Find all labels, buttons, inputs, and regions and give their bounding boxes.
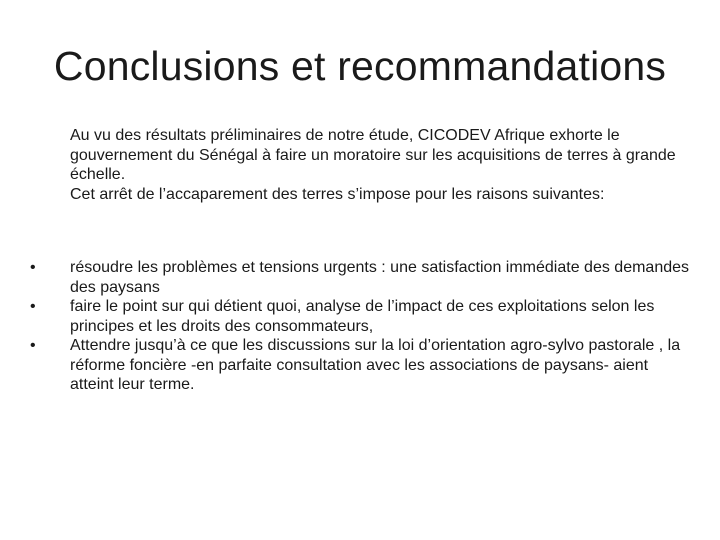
list-item-text: résoudre les problèmes et tensions urgents : une satisfaction immédiate des demandes des paysans bbox=[70, 259, 690, 296]
bullet-icon: • bbox=[30, 298, 36, 315]
list-item bbox=[30, 336, 690, 395]
list-item-text: faire le point sur qui détient quoi, analyse de l’impact de ces exploitations selon les principes et les droits des consommateurs, bbox=[70, 298, 655, 335]
bullet-icon: • bbox=[30, 337, 36, 354]
intro-text bbox=[70, 126, 710, 204]
bullet-icon: • bbox=[30, 259, 36, 276]
list-item-text: Attendre jusqu’à ce que les discussions sur la loi d’orientation agro-sylvo pastorale , la réforme foncière -en parfaite consultation avec les associations de paysans- aient atteint leur terme. bbox=[70, 337, 681, 393]
intro-paragraph: Au vu des résultats préliminaires de notre étude, CICODEV Afrique exhorte le gouvernement du Sénégal à faire un moratoire sur les acquisitions de terres à grande échelle. bbox=[70, 127, 676, 183]
list-item bbox=[30, 258, 690, 297]
bullet-list bbox=[30, 258, 690, 395]
intro-paragraph: Cet arrêt de l’accaparement des terres s’impose pour les raisons suivantes: bbox=[70, 185, 605, 203]
slide-title: Conclusions et recommandations bbox=[53, 43, 667, 89]
list-item bbox=[30, 297, 690, 336]
